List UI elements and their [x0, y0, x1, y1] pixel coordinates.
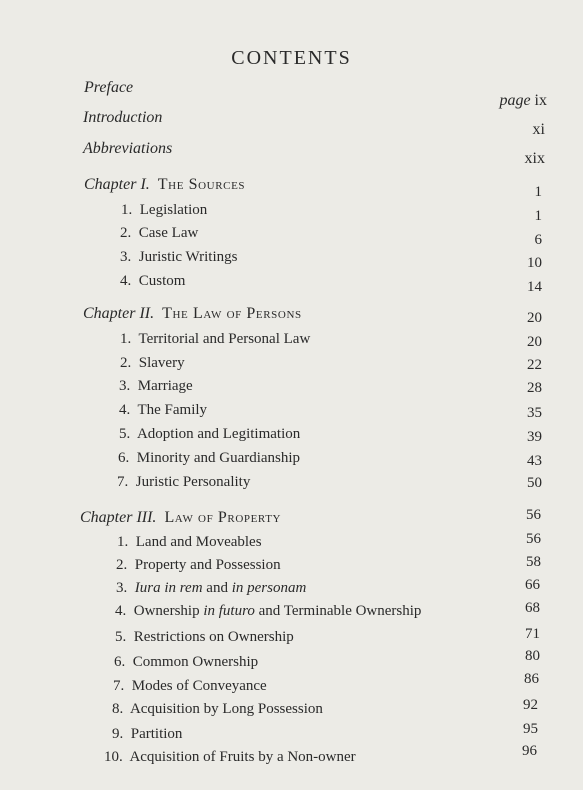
chapter-page: 56	[526, 507, 541, 523]
toc-section-page: 58	[526, 554, 541, 570]
toc-entry-abbreviations: Abbreviations	[83, 140, 173, 157]
toc-section: 5. Adoption and Legitimation	[119, 426, 301, 442]
toc-section-page: 68	[525, 600, 540, 616]
toc-section: 3. Marriage	[119, 378, 193, 394]
toc-section-page: 6	[534, 232, 542, 248]
toc-section: 9. Partition	[112, 726, 183, 742]
toc-section: 8. Acquisition by Long Possession	[112, 701, 323, 717]
toc-section-page: 39	[527, 429, 542, 445]
toc-section-page: 56	[526, 531, 541, 547]
toc-section-page: 95	[523, 721, 538, 737]
toc-section-page: 66	[525, 577, 540, 593]
toc-section-page: 14	[527, 279, 542, 295]
toc-section: 3. Iura in rem and in personam	[116, 580, 307, 596]
toc-section: 2. Slavery	[120, 355, 185, 371]
toc-section-page: 28	[527, 380, 542, 396]
toc-entry-introduction: Introduction	[83, 109, 163, 126]
toc-section: 2. Case Law	[120, 225, 199, 241]
chapter-heading: Chapter II. The Law of Persons	[83, 305, 302, 322]
toc-section-page: 10	[527, 255, 542, 271]
toc-section: 3. Juristic Writings	[120, 249, 238, 265]
toc-section-page: 71	[525, 626, 540, 642]
chapter-heading: Chapter I. The Sources	[84, 176, 246, 193]
toc-section-page: 92	[523, 697, 538, 713]
toc-section-page: 80	[525, 648, 540, 664]
toc-section: 7. Modes of Conveyance	[113, 678, 267, 694]
toc-section-page: 43	[527, 453, 542, 469]
toc-section-page: 96	[522, 743, 537, 759]
chapter-heading: Chapter III. Law of Property	[80, 509, 282, 526]
chapter-page: 20	[527, 310, 542, 326]
toc-section: 4. The Family	[119, 402, 208, 418]
toc-section: 7. Juristic Personality	[117, 474, 251, 490]
toc-section: 6. Common Ownership	[114, 654, 259, 670]
page-title: CONTENTS	[231, 47, 352, 69]
toc-section-page: 22	[527, 357, 542, 373]
chapter-page: 1	[534, 184, 542, 200]
toc-section: 10. Acquisition of Fruits by a Non-owner	[104, 749, 356, 765]
toc-section: 4. Custom	[120, 273, 186, 289]
toc-section: 4. Ownership in futuro and Terminable Ownership	[115, 603, 422, 619]
toc-section-page: 1	[534, 208, 542, 224]
toc-page-preface: page ix	[499, 92, 547, 109]
toc-page-introduction: xi	[532, 121, 545, 138]
toc-section-page: 50	[527, 475, 542, 491]
toc-section: 1. Legislation	[121, 202, 208, 218]
toc-page-abbreviations: xix	[524, 150, 545, 167]
toc-section: 1. Territorial and Personal Law	[120, 331, 311, 347]
toc-section-page: 20	[527, 334, 542, 350]
toc-section-page: 35	[527, 405, 542, 421]
toc-section: 2. Property and Possession	[116, 557, 281, 573]
toc-section: 6. Minority and Guardianship	[118, 450, 301, 466]
toc-section: 1. Land and Moveables	[117, 534, 262, 550]
toc-section-page: 86	[524, 671, 539, 687]
toc-section: 5. Restrictions on Ownership	[115, 629, 294, 645]
toc-entry-preface: Preface	[84, 79, 134, 96]
